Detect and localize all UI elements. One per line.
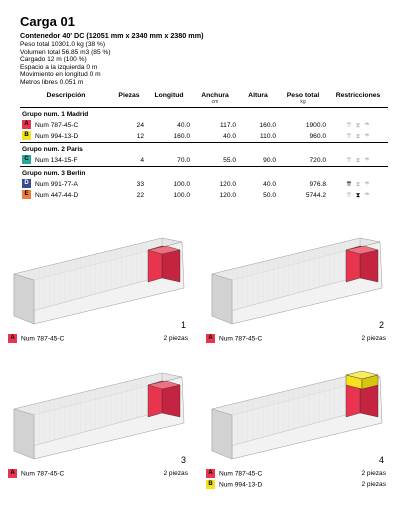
summary-line: Espacio a la izquierda 0 m	[20, 63, 98, 71]
item-description: Num 787-45-C	[35, 121, 79, 129]
no-stack-icon: ⧗	[355, 121, 361, 129]
col-peso	[278, 91, 328, 108]
col-anchura-label: Anchura	[201, 91, 229, 99]
view-number: 3	[180, 455, 186, 465]
cell-longitud: 70.0	[177, 156, 190, 164]
item-description: Num 134-15-F	[35, 156, 78, 164]
cell-peso: 960.0	[309, 132, 326, 140]
loading-view	[8, 232, 198, 352]
item-code-badge: C	[22, 155, 31, 164]
col-peso-label: Peso total	[286, 91, 320, 99]
cell-altura: 160.0	[259, 121, 276, 129]
summary-line: Volumen total 56.85 m3 (85 %)	[20, 48, 111, 56]
cell-longitud: 100.0	[173, 191, 190, 199]
group-label: Grupo num. 3 Berlin	[20, 166, 388, 179]
fragile-icon: ☂	[364, 156, 370, 164]
item-description: Num 787-45-C	[21, 470, 65, 478]
item-code-badge: A	[206, 469, 215, 478]
pieces-count: 2 piezas	[361, 335, 386, 342]
loading-view	[206, 367, 396, 487]
view-legend-row	[206, 334, 386, 344]
cell-peso: 720.0	[309, 156, 326, 164]
fragile-icon: ☂	[364, 180, 370, 188]
cell-anchura: 120.0	[219, 191, 236, 199]
table-row	[20, 155, 388, 167]
cell-restricciones	[328, 120, 388, 131]
item-description: Num 787-45-C	[219, 335, 263, 343]
loading-view	[8, 367, 198, 487]
col-anchura-unit: cm	[211, 98, 219, 105]
cell-longitud: 100.0	[173, 180, 190, 188]
group-row	[20, 166, 388, 179]
view-number: 1	[180, 320, 186, 330]
cargo-table	[20, 91, 388, 201]
summary-line: Movimiento en longitud 0 m	[20, 71, 101, 79]
cell-peso: 1900.0	[305, 121, 326, 129]
container-3d-view	[206, 232, 396, 332]
stack-icon: ⇈	[346, 180, 352, 188]
container-subtitle: Contenedor 40' DC (12051 mm x 2340 mm x 2380 mm)	[20, 31, 204, 40]
cell-piezas: 4	[140, 156, 144, 164]
table-row	[20, 120, 388, 131]
stack-icon: ⇈	[346, 132, 352, 140]
view-number: 4	[378, 455, 384, 465]
cell-descripcion	[20, 131, 112, 143]
item-code-badge: A	[22, 120, 31, 129]
no-stack-icon: ⧗	[355, 156, 361, 164]
pieces-count: 2 piezas	[163, 335, 188, 342]
fragile-icon: ☂	[364, 121, 370, 129]
cell-piezas: 22	[136, 191, 144, 199]
item-description: Num 787-45-C	[21, 335, 65, 343]
item-description: Num 447-44-D	[35, 191, 79, 199]
cell-altura: 90.0	[263, 156, 276, 164]
cell-restricciones	[328, 155, 388, 167]
group-row	[20, 142, 388, 155]
item-code-badge: A	[8, 334, 17, 343]
cell-piezas: 24	[136, 121, 144, 129]
cell-altura: 50.0	[263, 191, 276, 199]
item-code-badge: A	[8, 469, 17, 478]
cell-anchura: 40.0	[223, 132, 236, 140]
col-longitud: Longitud	[146, 91, 192, 108]
item-code-badge: B	[206, 480, 215, 489]
cell-piezas: 33	[136, 180, 144, 188]
pieces-count: 2 piezas	[163, 470, 188, 477]
no-stack-icon: ⧗	[355, 191, 361, 199]
stack-icon: ⇈	[346, 121, 352, 129]
container-3d-view	[8, 367, 198, 467]
item-description: Num 787-45-C	[219, 470, 263, 478]
container-3d-view	[8, 232, 198, 332]
stack-icon: ⇈	[346, 191, 352, 199]
cell-anchura: 55.0	[223, 156, 236, 164]
item-description: Num 991-77-A	[35, 180, 78, 188]
view-legend-row	[8, 469, 188, 479]
cell-anchura: 120.0	[219, 180, 236, 188]
cell-descripcion	[20, 120, 112, 131]
item-description: Num 994-13-D	[219, 481, 263, 489]
view-legend-row	[206, 480, 386, 490]
cell-peso: 976.8	[309, 180, 326, 188]
group-row	[20, 107, 388, 120]
summary-line: Metros libres 0.051 m	[20, 78, 84, 86]
cell-restricciones	[328, 131, 388, 143]
col-peso-unit: kg	[300, 98, 306, 105]
cell-descripcion	[20, 190, 112, 201]
pieces-count: 2 piezas	[361, 481, 386, 488]
no-stack-icon: ⧗	[355, 132, 361, 140]
fragile-icon: ☂	[364, 132, 370, 140]
summary-line: Cargado 12 m (100 %)	[20, 56, 87, 64]
cell-altura: 110.0	[259, 132, 276, 140]
col-anchura	[192, 91, 238, 108]
cell-piezas: 12	[136, 132, 144, 140]
item-code-badge: B	[22, 131, 31, 140]
load-summary	[20, 41, 391, 87]
cell-restricciones	[328, 190, 388, 201]
col-altura: Altura	[238, 91, 278, 108]
item-code-badge: A	[206, 334, 215, 343]
loading-view	[206, 232, 396, 352]
pieces-count: 2 piezas	[361, 470, 386, 477]
stack-icon: ⇈	[346, 156, 352, 164]
summary-line: Peso total 10301.0 kg (38 %)	[20, 41, 106, 48]
table-row	[20, 190, 388, 201]
page-title: Carga 01	[20, 14, 75, 29]
cell-altura: 40.0	[263, 180, 276, 188]
item-code-badge: D	[22, 179, 31, 188]
col-restricciones: Restricciones	[328, 91, 388, 108]
fragile-icon: ☂	[364, 191, 370, 199]
no-stack-icon: ⧗	[355, 180, 361, 188]
cell-descripcion	[20, 155, 112, 167]
cell-anchura: 117.0	[219, 121, 236, 129]
view-legend-row	[206, 469, 386, 479]
cell-longitud: 40.0	[177, 121, 190, 129]
group-label: Grupo num. 1 Madrid	[20, 107, 388, 120]
table-row	[20, 179, 388, 190]
item-code-badge: E	[22, 190, 31, 199]
view-legend-row	[8, 334, 188, 344]
cell-descripcion	[20, 179, 112, 190]
item-description: Num 994-13-D	[35, 132, 79, 140]
group-label: Grupo num. 2 Paris	[20, 142, 388, 155]
col-piezas: Piezas	[112, 91, 146, 108]
view-number: 2	[378, 320, 384, 330]
col-descripcion: Descripción	[20, 91, 112, 108]
cell-restricciones	[328, 179, 388, 190]
container-3d-view	[206, 367, 396, 467]
cell-peso: 5744.2	[305, 191, 326, 199]
cell-longitud: 160.0	[173, 132, 190, 140]
table-row	[20, 131, 388, 143]
